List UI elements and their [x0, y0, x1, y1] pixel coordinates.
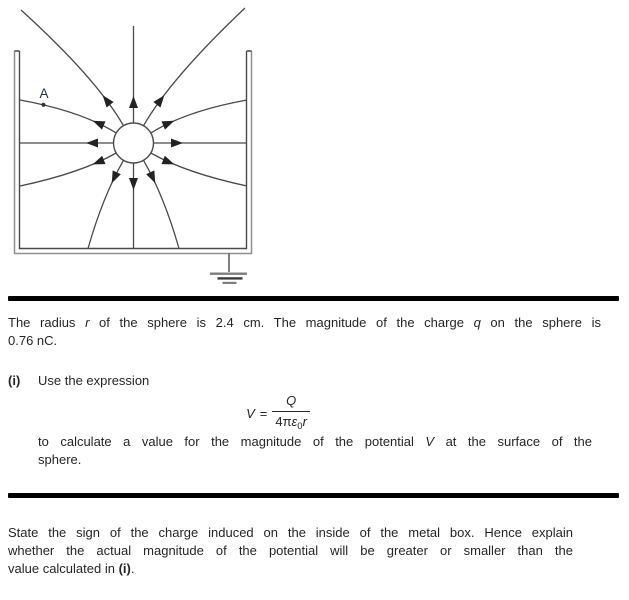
text-run: at the surface of the [434, 434, 592, 449]
intro-paragraph-line-2 [8, 332, 601, 350]
ground-bar-3 [223, 282, 237, 284]
arrowhead-right-upper [161, 117, 176, 130]
ground-symbol [210, 254, 247, 285]
ground-bar-2 [218, 277, 243, 279]
text-run: of the sphere is 2.4 cm. The magnitude of the charge [89, 315, 474, 330]
formula-equals: = [259, 406, 268, 421]
charged-sphere [114, 123, 154, 163]
question-line-3 [8, 560, 573, 578]
arrowhead-left-upper [91, 117, 106, 130]
var-q: q [473, 315, 481, 330]
potential-formula [0, 392, 556, 436]
arrowhead-up [129, 96, 138, 108]
var-r: r [85, 315, 90, 330]
ref-item-i: (i) [118, 561, 131, 576]
arrowhead-up-right [153, 93, 167, 108]
arrowhead-down [129, 178, 138, 190]
text-run: value calculated in [8, 561, 119, 576]
question-line-2 [8, 542, 573, 560]
item-i-body-line-1 [38, 433, 592, 451]
text-run: The radius [8, 315, 86, 330]
induced-charge-question [8, 524, 573, 578]
item-i-intro: Use the expression [38, 373, 150, 388]
text-run: to calculate a value for the magnitude of the potential [38, 434, 426, 449]
formula-fraction [272, 392, 310, 436]
den-epsilon: ε [291, 414, 298, 429]
question-line-1 [8, 524, 573, 542]
den-subscript-zero: 0 [297, 421, 303, 432]
item-i-body-line-2 [38, 451, 592, 469]
section-divider-top [8, 296, 619, 301]
formula-numerator-Q: Q [286, 393, 297, 408]
formula-lhs-V: V [246, 406, 255, 421]
arrowhead-left [86, 139, 98, 148]
intro-paragraph [8, 314, 601, 350]
text-run: sphere. [38, 452, 82, 467]
text-run: on the sphere is [480, 315, 601, 330]
var-V: V [425, 434, 435, 449]
den-var-r: r [302, 414, 307, 429]
arrowhead-right [171, 139, 183, 148]
section-divider-bottom [8, 493, 619, 498]
point-a-label: A [39, 86, 49, 101]
arrowhead-up-left [99, 93, 113, 108]
item-i-body [38, 433, 592, 469]
den-coefficient: 4π [275, 414, 292, 429]
intro-paragraph-line-1 [8, 314, 601, 332]
field-diagram [0, 0, 260, 295]
text-run: 0.76 nC. [8, 333, 58, 348]
arrowhead-down-right [146, 170, 159, 185]
field-line-up-left [21, 10, 124, 126]
arrowhead-right-lower [161, 156, 175, 169]
text-run: whether the actual magnitude of the potential will be greater or smaller than the [8, 543, 573, 558]
ground-bar-1 [210, 273, 247, 275]
field-line-up-right [144, 8, 246, 126]
arrowhead-left-lower [91, 156, 105, 169]
arrowhead-down-left [108, 170, 121, 185]
item-i-label: (i) [8, 373, 21, 388]
text-run: . [130, 561, 135, 576]
text-run: State the sign of the charge induced on the inside of the metal box. Hence explain [8, 525, 573, 540]
point-a-dot [41, 103, 45, 107]
